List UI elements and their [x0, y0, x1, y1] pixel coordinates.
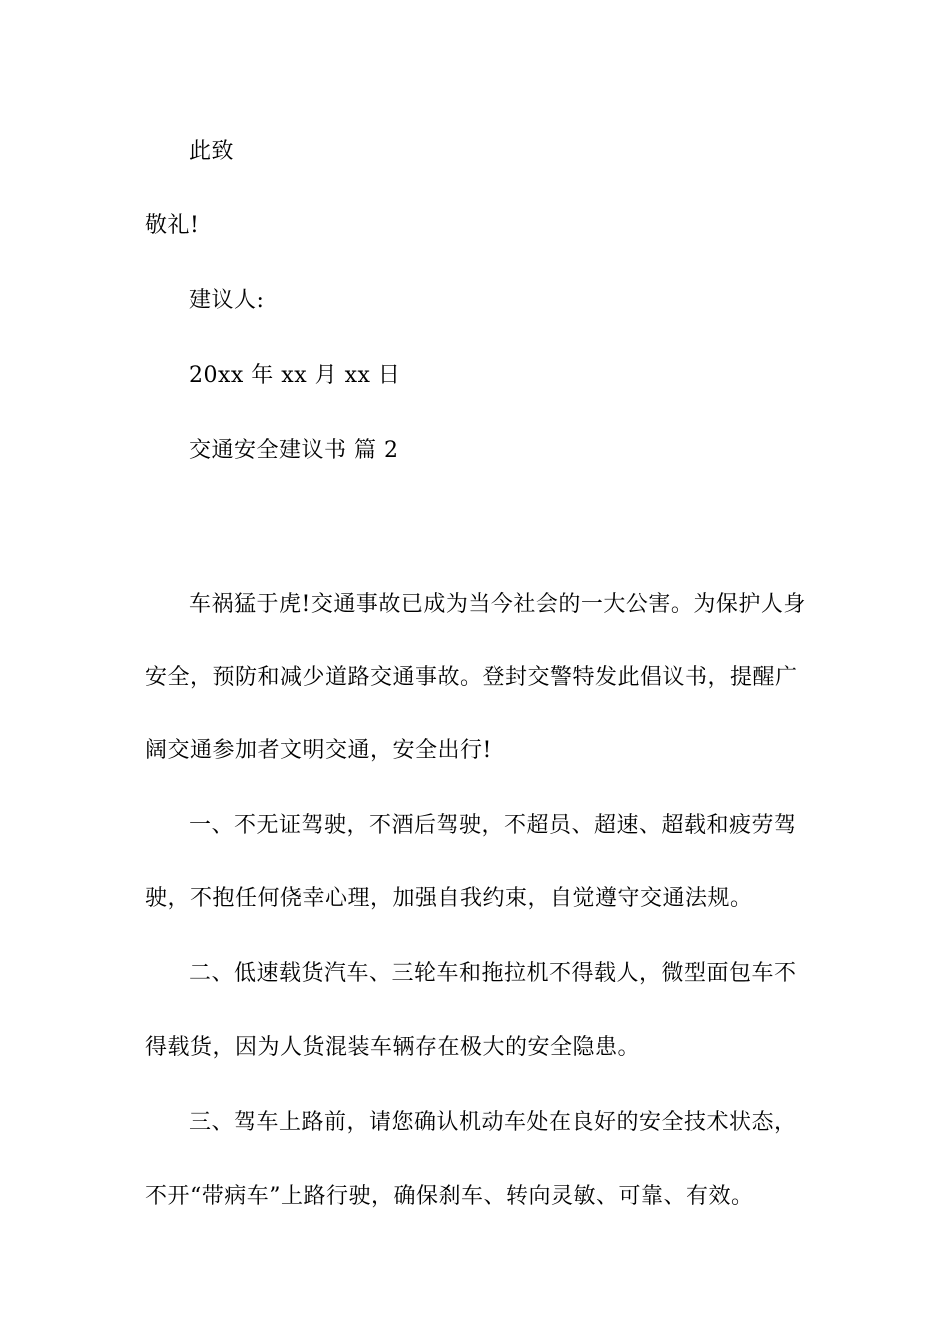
paragraph-line: 阔交通参加者文明交通，安全出行!	[145, 738, 492, 763]
paragraph-line: 一、不无证驾驶，不酒后驾驶，不超员、超速、超载和疲劳驾	[189, 813, 797, 838]
paragraph-line: 车祸猛于虎!交通事故已成为当今社会的一大公害。为保护人身	[189, 592, 806, 617]
paragraph-line: 二、低速载货汽车、三轮车和拖拉机不得载人，微型面包车不	[189, 961, 797, 986]
paragraph-line: 驶，不抱任何侥幸心理，加强自我约束，自觉遵守交通法规。	[145, 886, 753, 911]
proposer-label: 建议人:	[189, 288, 265, 313]
section-title: 交通安全建议书 篇 2	[189, 438, 399, 463]
paragraph-line: 安全，预防和减少道路交通事故。登封交警特发此倡议书，提醒广	[145, 665, 798, 690]
paragraph-line: 不开“带病车”上路行驶，确保刹车、转向灵敏、可靠、有效。	[145, 1184, 754, 1209]
closing-salutation: 此致	[189, 139, 235, 164]
letter-date: 20xx 年 xx 月 xx 日	[189, 363, 401, 388]
closing-respect: 敬礼!	[145, 213, 200, 238]
paragraph-line: 三、驾车上路前，请您确认机动车处在良好的安全技术状态，	[189, 1110, 797, 1135]
paragraph-line: 得载货，因为人货混装车辆存在极大的安全隐患。	[145, 1035, 641, 1060]
